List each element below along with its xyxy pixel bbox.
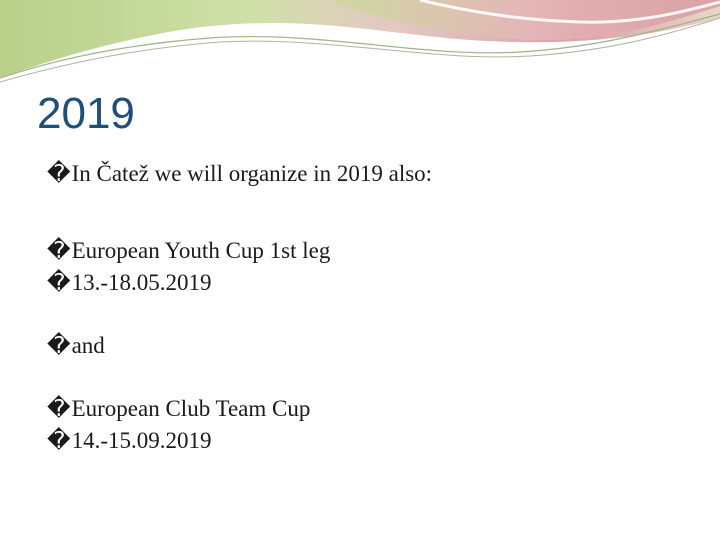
bullet-icon: �: [47, 396, 71, 421]
bullet-icon: �: [47, 428, 71, 453]
bullet-icon: �: [47, 161, 71, 186]
bullet-icon: �: [47, 270, 71, 295]
list-item-text: and: [71, 333, 105, 358]
list-item-text: 13.-18.05.2019: [71, 270, 212, 295]
bullet-icon: �: [47, 238, 71, 263]
list-item: [47, 267, 687, 299]
slide-title: 2019: [37, 89, 135, 138]
list-item: [47, 158, 687, 190]
list-item: [47, 235, 687, 267]
list-item: [47, 393, 687, 425]
bullet-list: [47, 158, 687, 457]
list-item-text: European Youth Cup 1st leg: [71, 238, 331, 263]
list-item-text: European Club Team Cup: [71, 396, 311, 421]
list-item: [47, 425, 687, 457]
list-item-text: 14.-15.09.2019: [71, 428, 212, 453]
bullet-icon: �: [47, 333, 71, 358]
decorative-header-swoosh: [0, 0, 720, 90]
list-item: [47, 330, 687, 362]
list-item-text: In Čatež we will organize in 2019 also:: [71, 161, 433, 186]
